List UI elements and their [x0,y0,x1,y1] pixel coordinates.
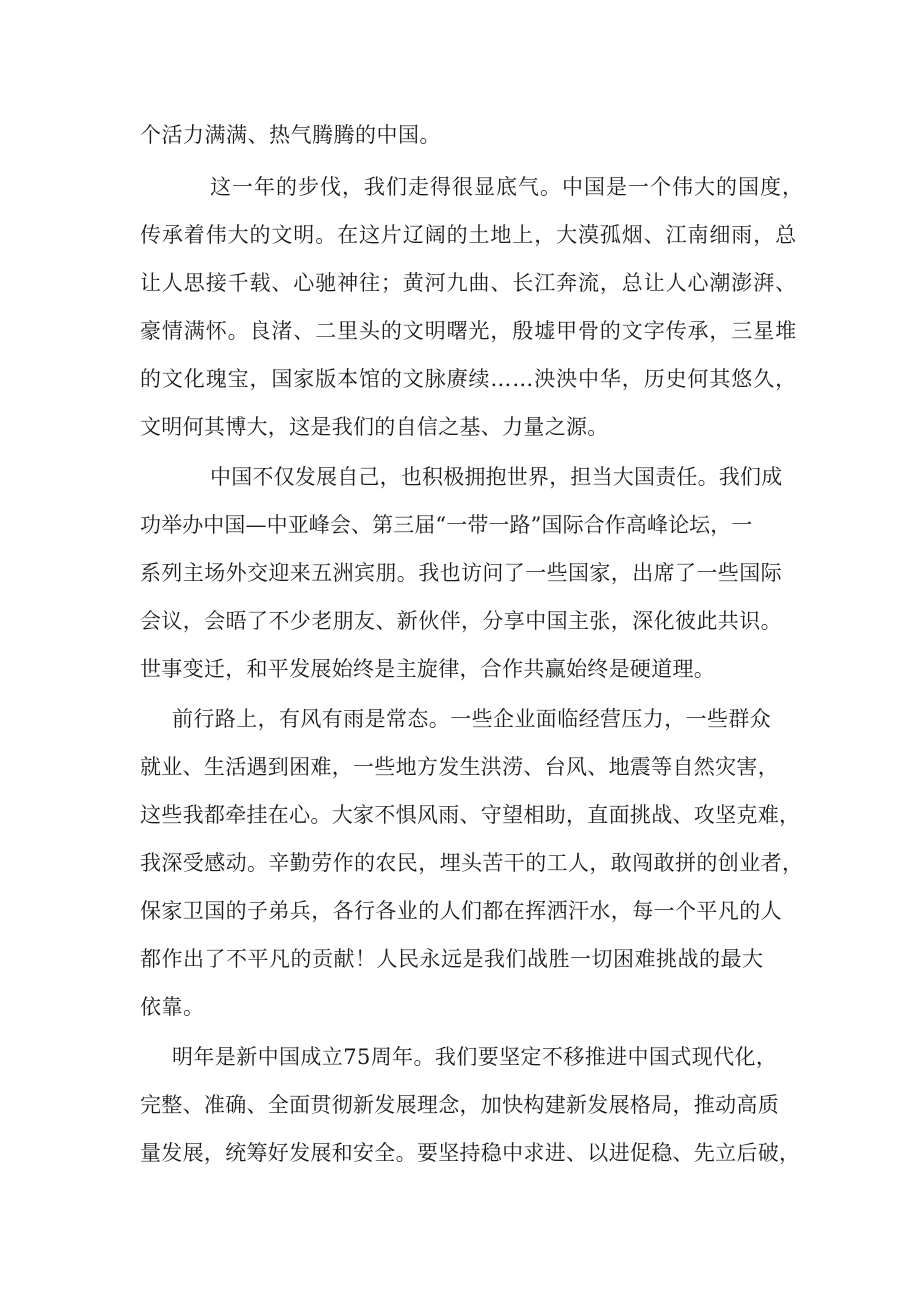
text-line: 完整、准确、全面贯彻新发展理念，加快构建新发展格局，推动高质 [140,1093,779,1117]
text-line: 都作出了不平凡的贡献！人民永远是我们战胜一切困难挑战的最大 [140,947,764,971]
paragraph-start-line: 这一年的步伐，我们走得很显底气。中国是一个伟大的国度， [210,175,804,199]
text-line: 个活力满满、热气腾腾的中国。 [140,123,441,147]
text-line: 量发展，统筹好发展和安全。要坚持稳中求进、以进促稳、先立后破， [140,1141,801,1165]
text-line: 系列主场外交迎来五洲宾朋。我也访问了一些国家，出席了一些国际 [140,561,782,585]
text-line: 就业、生活遇到困难，一些地方发生洪涝、台风、地震等自然灾害， [140,755,779,779]
text-line: 让人思接千载、心驰神往；黄河九曲、长江奔流，总让人心潮澎湃、 [140,271,797,295]
text-line: 文明何其博大，这是我们的自信之基、力量之源。 [140,415,609,439]
text-line: 依靠。 [140,995,205,1019]
text-line: 会议，会晤了不少老朋友、新伙伴，分享中国主张，深化彼此共识。 [140,609,782,633]
text-line: 保家卫国的子弟兵，各行各业的人们都在挥洒汗水，每一个平凡的人 [140,899,782,923]
text-line: 我深受感动。辛勤劳作的农民，埋头苦干的工人，敢闯敢拼的创业者， [140,851,804,875]
paragraph-start-line: 前行路上，有风有雨是常态。一些企业面临经营压力，一些群众 [172,707,772,731]
text-line: 豪情满怀。良渚、二里头的文明曙光，殷墟甲骨的文字传承，三星堆 [140,319,797,343]
text-line: 这些我都牵挂在心。大家不惧风雨、守望相助，直面挑战、攻坚克难， [140,803,801,827]
text-line: 功举办中国—中亚峰会、第三届“一带一路”国际合作高峰论坛，一 [140,513,753,537]
paragraph-start-line: 中国不仅发展自己，也积极拥抱世界，担当大国责任。我们成 [210,465,783,489]
text-line: 的文化瑰宝，国家版本馆的文脉赓续……泱泱中华，历史何其悠久， [140,367,797,391]
paragraph-start-line: 明年是新中国成立75周年。我们要坚定不移推进中国式现代化， [172,1045,778,1069]
text-line: 世事变迁，和平发展始终是主旋律，合作共赢始终是硬道理。 [140,657,716,681]
text-line: 传承着伟大的文明。在这片辽阔的土地上，大漠孤烟、江南细雨，总 [140,223,797,247]
